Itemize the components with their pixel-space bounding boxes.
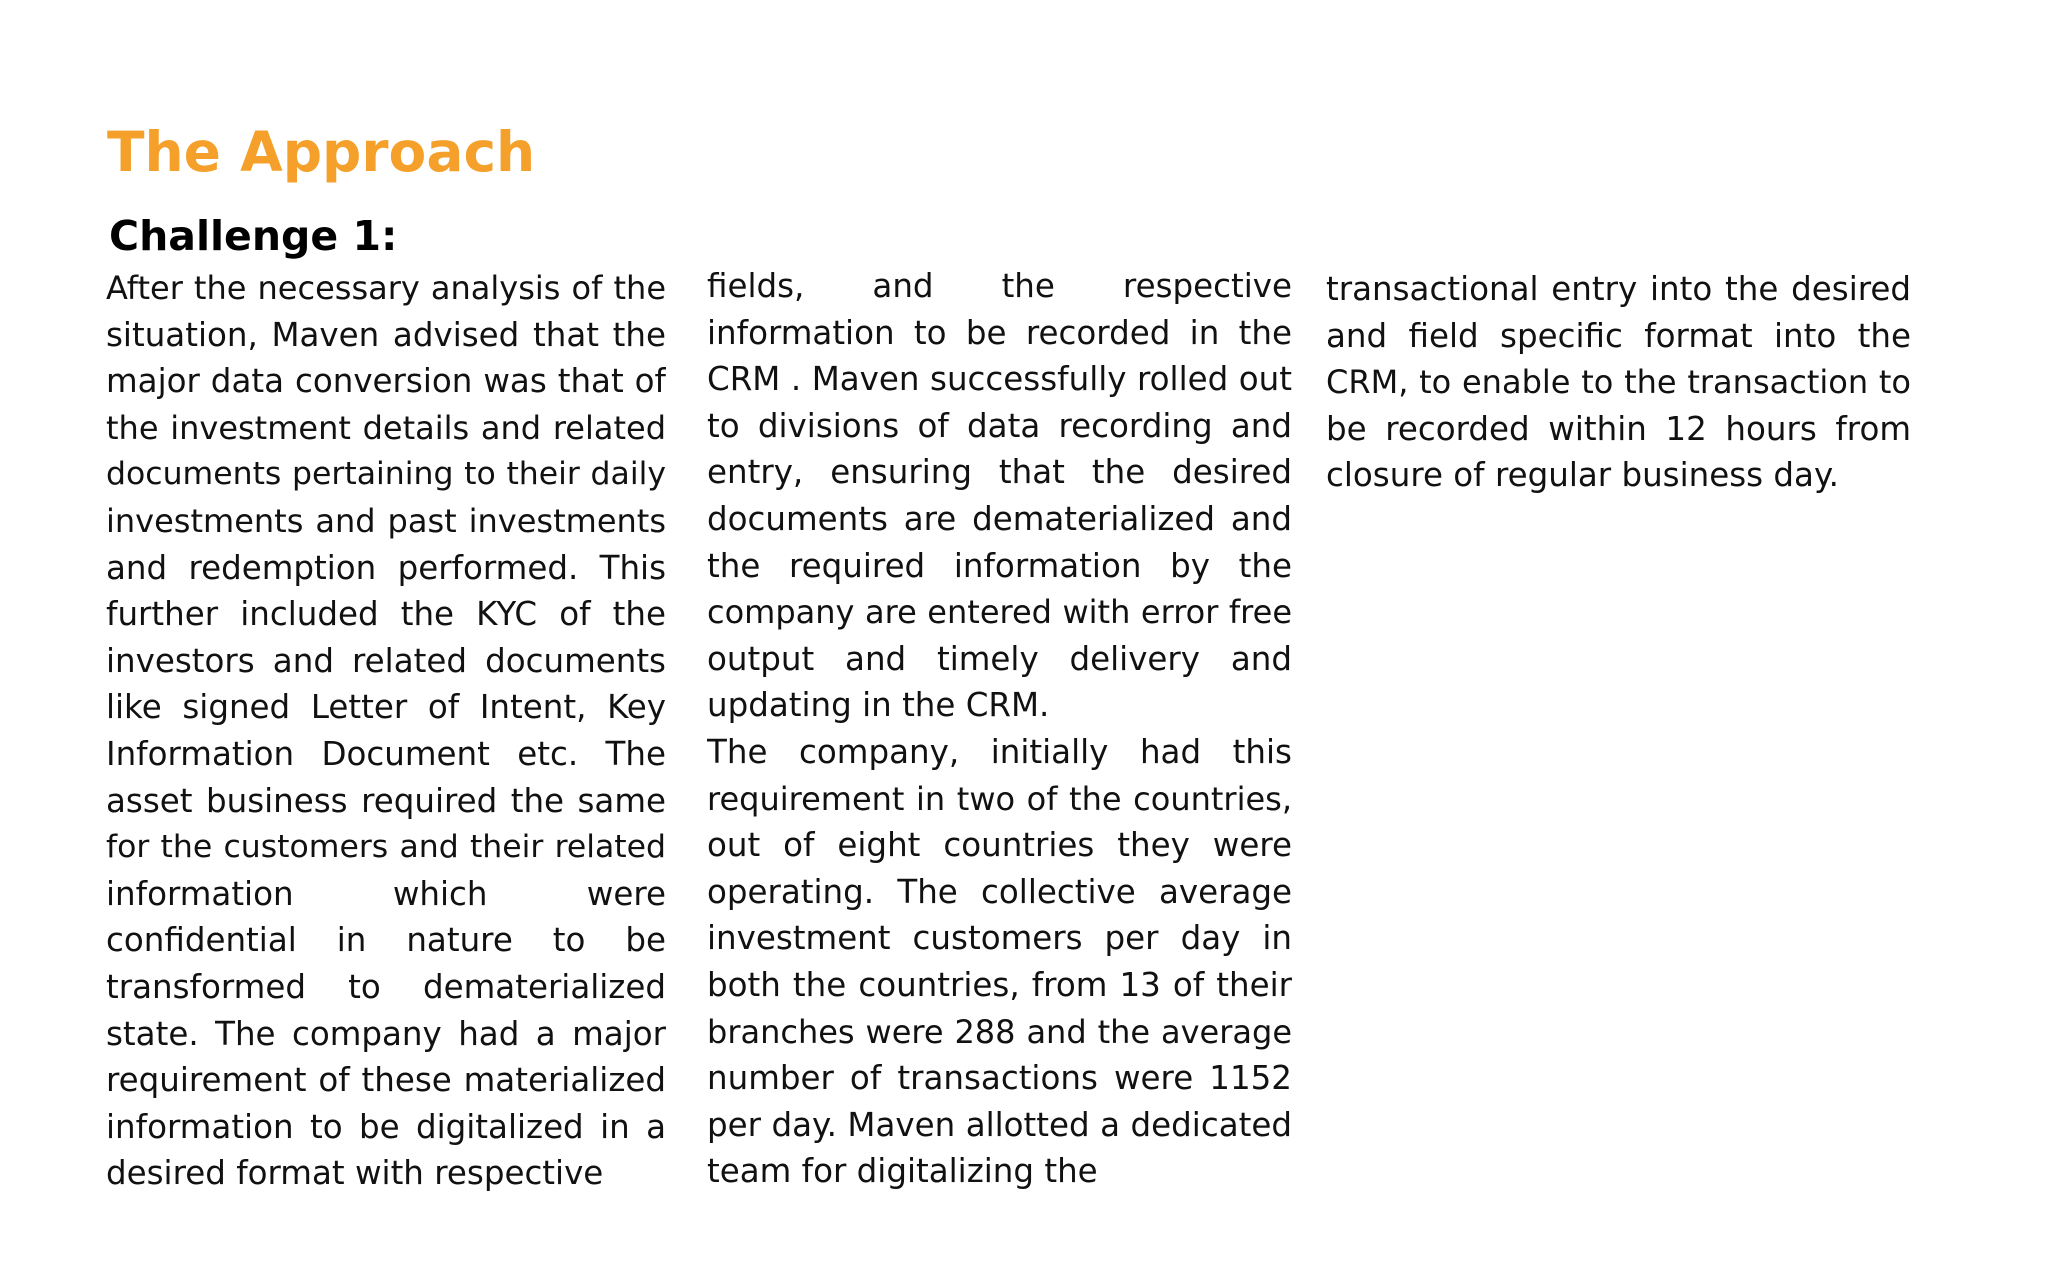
text-line: CRM, to enable to the transaction to bbox=[1326, 363, 1911, 402]
text-line: requirement in two of the countries, bbox=[707, 779, 1292, 818]
text-line: further included the KYC of the bbox=[106, 595, 666, 634]
text-line: information to be digitalized in a bbox=[106, 1107, 666, 1146]
text-line: desired format with respective bbox=[106, 1154, 604, 1193]
text-line: operating. The collective average bbox=[707, 872, 1292, 911]
text-line: confidential in nature to be bbox=[106, 921, 666, 960]
text-line: entry, ensuring that the desired bbox=[707, 453, 1292, 492]
text-column-3 bbox=[1326, 266, 1911, 499]
text-line: the investment details and related bbox=[106, 408, 666, 447]
text-line: documents pertaining to their daily bbox=[106, 456, 666, 493]
text-line: updating in the CRM. bbox=[707, 686, 1050, 725]
text-line: and field specific format into the bbox=[1326, 316, 1911, 355]
text-line: per day. Maven allotted a dedicated bbox=[707, 1105, 1292, 1144]
text-line: output and timely delivery and bbox=[707, 639, 1292, 678]
page-title: The Approach bbox=[107, 120, 536, 184]
text-line: closure of regular business day. bbox=[1326, 456, 1839, 495]
text-line: documents are dematerialized and bbox=[707, 499, 1292, 538]
text-line: the required information by the bbox=[707, 546, 1292, 585]
text-line: investment customers per day in bbox=[707, 919, 1292, 958]
text-line: state. The company had a major bbox=[106, 1014, 666, 1053]
text-line: After the necessary analysis of the bbox=[106, 269, 666, 307]
text-line: requirement of these materialized bbox=[106, 1061, 666, 1100]
text-line: transformed to dematerialized bbox=[106, 967, 666, 1006]
text-column-2 bbox=[707, 263, 1292, 1195]
text-line: The company, initially had this bbox=[707, 732, 1292, 771]
text-line: like signed Letter of Intent, Key bbox=[106, 688, 666, 727]
text-line: major data conversion was that of bbox=[106, 362, 666, 401]
text-line: branches were 288 and the average bbox=[707, 1012, 1292, 1051]
text-line: information to be recorded in the bbox=[707, 313, 1292, 352]
text-line: be recorded within 12 hours from bbox=[1326, 409, 1911, 448]
text-line: out of eight countries they were bbox=[707, 826, 1292, 865]
text-line: both the countries, from 13 of their bbox=[707, 965, 1292, 1004]
text-line: CRM . Maven successfully rolled out bbox=[707, 360, 1292, 399]
text-column-1 bbox=[106, 265, 666, 1197]
text-line: situation, Maven advised that the bbox=[106, 315, 666, 354]
text-line: and redemption performed. This bbox=[106, 548, 666, 587]
text-line: number of transactions were 1152 bbox=[707, 1059, 1292, 1098]
text-line: for the customers and their related bbox=[106, 829, 666, 866]
section-subtitle: Challenge 1: bbox=[109, 212, 398, 260]
text-line: investments and past investments bbox=[106, 501, 666, 540]
text-line: team for digitalizing the bbox=[707, 1152, 1098, 1191]
text-line: to divisions of data recording and bbox=[707, 406, 1292, 445]
text-line: asset business required the same bbox=[106, 781, 666, 820]
text-line: information which were bbox=[106, 874, 666, 913]
text-line: fields, and the respective bbox=[707, 267, 1292, 305]
text-line: Information Document etc. The bbox=[106, 734, 666, 773]
text-line: investors and related documents bbox=[106, 641, 666, 680]
text-line: transactional entry into the desired bbox=[1326, 270, 1911, 308]
text-line: company are entered with error free bbox=[707, 593, 1292, 632]
